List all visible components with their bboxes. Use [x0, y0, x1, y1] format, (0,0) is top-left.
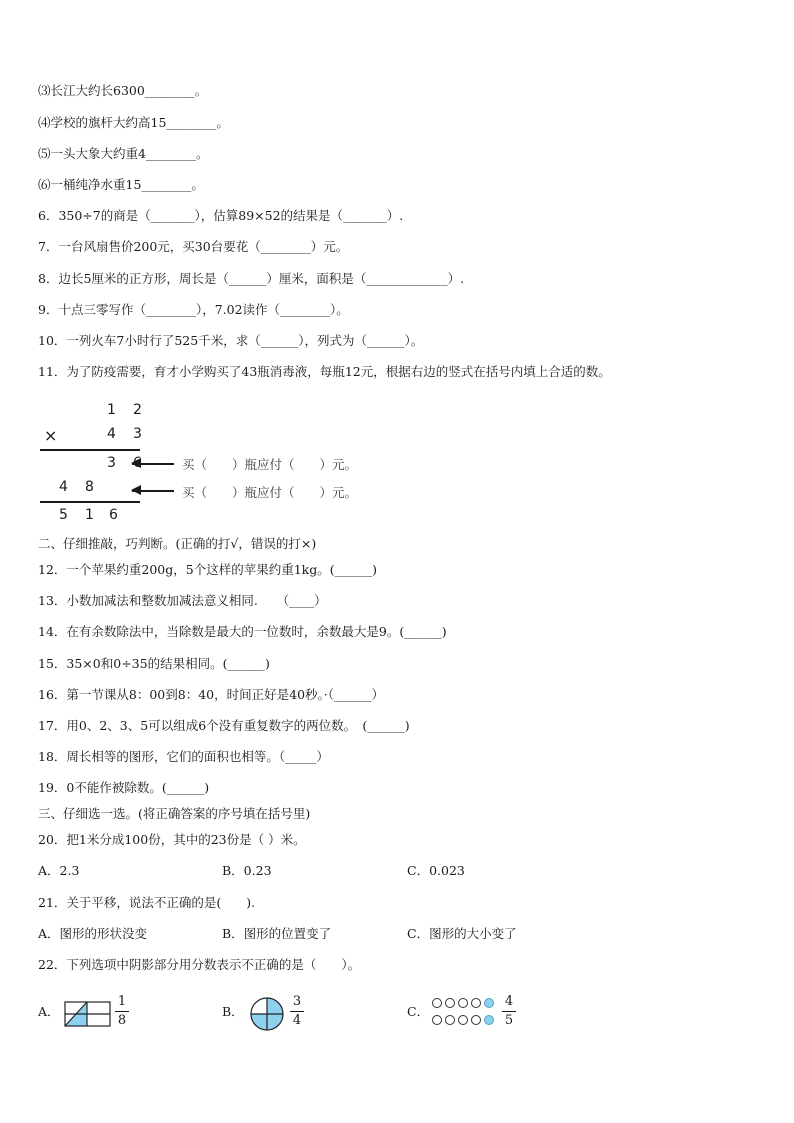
- digit: 3: [133, 426, 142, 442]
- times-sign: ×: [44, 426, 58, 445]
- question-18: 18．周长相等的图形，它们的面积也相等。（_____）: [38, 749, 329, 764]
- circle: [458, 1015, 468, 1025]
- digit: 1: [107, 402, 116, 418]
- q21-option-a: A．图形的形状没变: [38, 926, 148, 941]
- digit: 6: [109, 507, 118, 523]
- divider-line: [40, 449, 140, 451]
- fraction-c: [502, 994, 516, 1029]
- circle: [458, 998, 468, 1008]
- q20-option-c: C．0.023: [407, 863, 465, 878]
- q21-option-c: C．图形的大小变了: [407, 926, 517, 941]
- denominator: 8: [117, 1013, 127, 1028]
- q21-option-b: B．图形的位置变了: [222, 926, 332, 941]
- vertical-multiplication: [30, 398, 390, 528]
- question-9: 9．十点三零写作（________），7.02读作（________）。: [38, 302, 349, 317]
- numerator: 3: [292, 994, 302, 1009]
- circle: [432, 998, 442, 1008]
- arrow-left-icon: [132, 490, 174, 492]
- digit: 4: [107, 426, 116, 442]
- q22-option-a-label: A．: [38, 1004, 60, 1019]
- question-8: 8．边长5厘米的正方形，周长是（______）厘米，面积是（_____________）.: [38, 271, 465, 286]
- q20-option-b: B．0.23: [222, 863, 272, 878]
- section-3-heading: 三、仔细选一选。(将正确答案的序号填在括号里): [38, 806, 311, 821]
- numerator: 1: [117, 994, 127, 1009]
- circle: [471, 998, 481, 1008]
- question-20: 20．把1米分成100份，其中的23份是（ ）米。: [38, 832, 306, 847]
- fraction-a: [115, 994, 129, 1029]
- q22-option-b-label: B．: [222, 1004, 244, 1019]
- digit: 2: [133, 402, 142, 418]
- denominator: 5: [504, 1013, 514, 1028]
- q20-option-a: A．2.3: [38, 863, 80, 878]
- note-1: 买（ ）瓶应付（ ）元。: [182, 457, 358, 472]
- sub-question-5: ⑸一头大象大约重4________。: [38, 146, 209, 161]
- digit: 4: [59, 479, 68, 495]
- question-22: 22．下列选项中阴影部分用分数表示不正确的是（ ）。: [38, 957, 361, 972]
- circle: [432, 1015, 442, 1025]
- shaded-circle: [484, 1015, 494, 1025]
- question-10: 10．一列火车7小时行了525千米，求（______），列式为（______）。: [38, 333, 424, 348]
- question-15: 15．35×0和0÷35的结果相同。(______): [38, 656, 270, 671]
- question-7: 7．一台风扇售价200元，买30台要花（________）元。: [38, 239, 349, 254]
- sub-question-6: ⑹一桶纯净水重15________。: [38, 177, 204, 192]
- circle: [471, 1015, 481, 1025]
- circle-figure: [249, 996, 285, 1032]
- divider-line: [40, 501, 140, 503]
- section-2-heading: 二、仔细推敲，巧判断。(正确的打√，错误的打×): [38, 536, 317, 551]
- question-14: 14．在有余数除法中，当除数是最大的一位数时，余数最大是9。(______): [38, 624, 447, 639]
- question-12: 12．一个苹果约重200g，5个这样的苹果约重1kg。(______): [38, 562, 378, 577]
- digit: 8: [85, 479, 94, 495]
- digit: 1: [85, 507, 94, 523]
- question-17: 17．用0、2、3、5可以组成6个没有重复数字的两位数。 (______): [38, 718, 410, 733]
- question-11: 11．为了防疫需要，育才小学购买了43瓶消毒液，每瓶12元，根据右边的竖式在括号内填上合适的数。: [38, 364, 611, 379]
- circle: [445, 1015, 455, 1025]
- question-13: 13．小数加减法和整数加减法意义相同. （____）: [38, 593, 327, 608]
- digit: 3: [107, 455, 116, 471]
- numerator: 4: [504, 994, 514, 1009]
- question-16: 16．第一节课从8：00到8：40，时间正好是40秒。·（______）: [38, 687, 385, 702]
- note-2: 买（ ）瓶应付（ ）元。: [182, 485, 358, 500]
- arrow-left-icon: [132, 463, 174, 465]
- sub-question-3: ⑶长江大约长6300________。: [38, 83, 208, 98]
- digit: 5: [59, 507, 68, 523]
- question-21: 21．关于平移，说法不正确的是( ).: [38, 895, 256, 910]
- sub-question-4: ⑷学校的旗杆大约高15________。: [38, 115, 229, 130]
- rectangle-figure: [64, 1001, 112, 1027]
- q22-option-c-label: C．: [407, 1004, 430, 1019]
- circle: [445, 998, 455, 1008]
- denominator: 4: [292, 1013, 302, 1028]
- fraction-b: [290, 994, 304, 1029]
- question-6: 6．350÷7的商是（_______），估算89×52的结果是（_______）.: [38, 208, 404, 223]
- question-19: 19．0不能作被除数。(______): [38, 780, 210, 795]
- shaded-circle: [484, 998, 494, 1008]
